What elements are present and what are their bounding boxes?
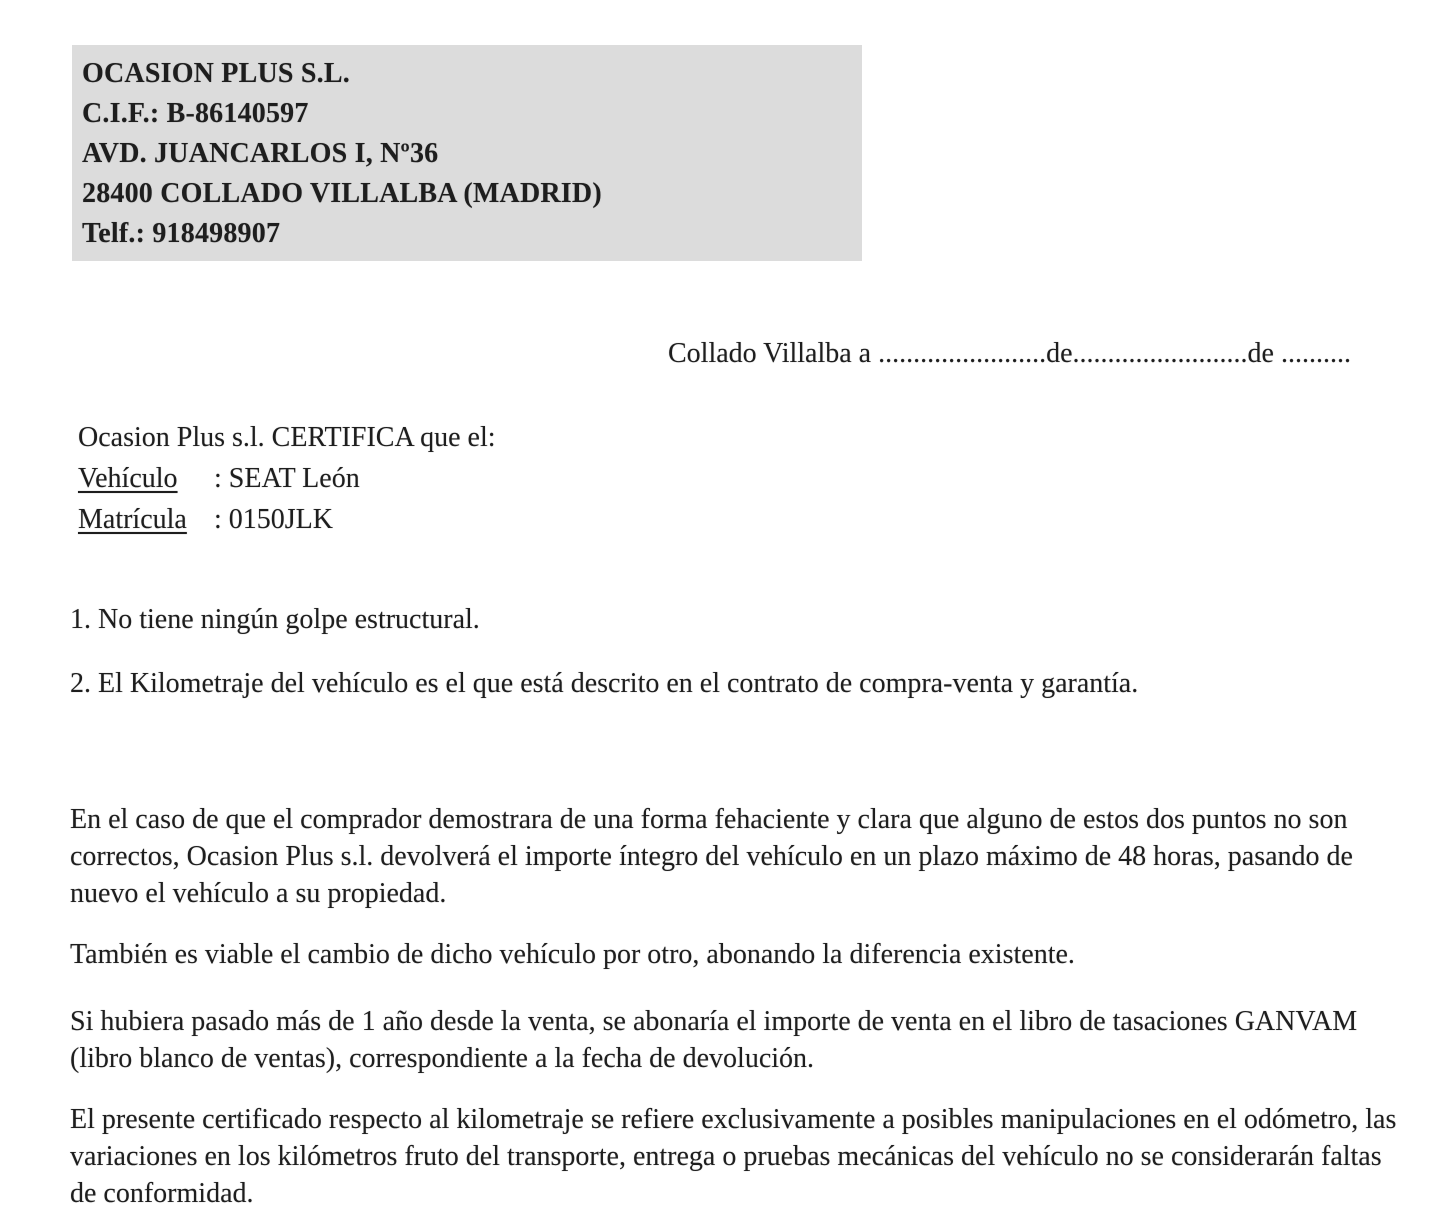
company-cif: C.I.F.: B-86140597 — [82, 98, 309, 129]
vehicle-value: SEAT León — [228, 463, 360, 494]
plate-label: Matrícula — [78, 504, 187, 535]
vehicle-label: Vehículo — [78, 463, 178, 494]
vehicle-row — [78, 458, 496, 499]
plate-value: 0150JLK — [228, 504, 334, 535]
company-name: OCASION PLUS S.L. — [82, 58, 350, 89]
paragraph-ganvam: Si hubiera pasado más de 1 año desde la venta, se abonaría el importe de venta en el libro de tasaciones GANVAM (libro blanco de ventas), correspondiente a la fecha de devolución. — [70, 1006, 1358, 1074]
point-mileage: 2. El Kilometraje del vehículo es el que está descrito en el contrato de compra-venta y garantía. — [70, 668, 1139, 699]
plate-separator: : — [214, 504, 222, 535]
vehicle-separator: : — [214, 463, 222, 494]
paragraph-exchange: También es viable el cambio de dicho vehículo por otro, abonando la diferencia existente. — [70, 939, 1075, 970]
paragraph-refund: En el caso de que el comprador demostrara de una forma fehaciente y clara que alguno de estos dos puntos no son correctos, Ocasion Plus s.l. devolverá el importe íntegro del vehículo en un plazo máximo de 48 horas, pasando de nuevo el vehículo a su propiedad. — [70, 804, 1353, 909]
point-structural: 1. No tiene ningún golpe estructural. — [70, 604, 480, 635]
company-phone: Telf.: 918498907 — [82, 218, 281, 249]
certifica-intro: Ocasion Plus s.l. CERTIFICA que el: — [78, 422, 496, 453]
company-address: AVD. JUANCARLOS I, Nº36 — [82, 138, 439, 169]
plate-row — [78, 499, 496, 540]
paragraph-odometer: El presente certificado respecto al kilometraje se refiere exclusivamente a posibles manipulaciones en el odómetro, las variaciones en los kilómetros fruto del transporte, entrega o pruebas mecánicas del vehículo no se considerarán faltas de conformidad. — [70, 1104, 1397, 1209]
company-header-box — [72, 45, 862, 261]
company-city: 28400 COLLADO VILLALBA (MADRID) — [82, 178, 602, 209]
date-line: Collado Villalba a ........................de.........................de .......... — [668, 338, 1351, 369]
certification-block — [78, 417, 496, 540]
